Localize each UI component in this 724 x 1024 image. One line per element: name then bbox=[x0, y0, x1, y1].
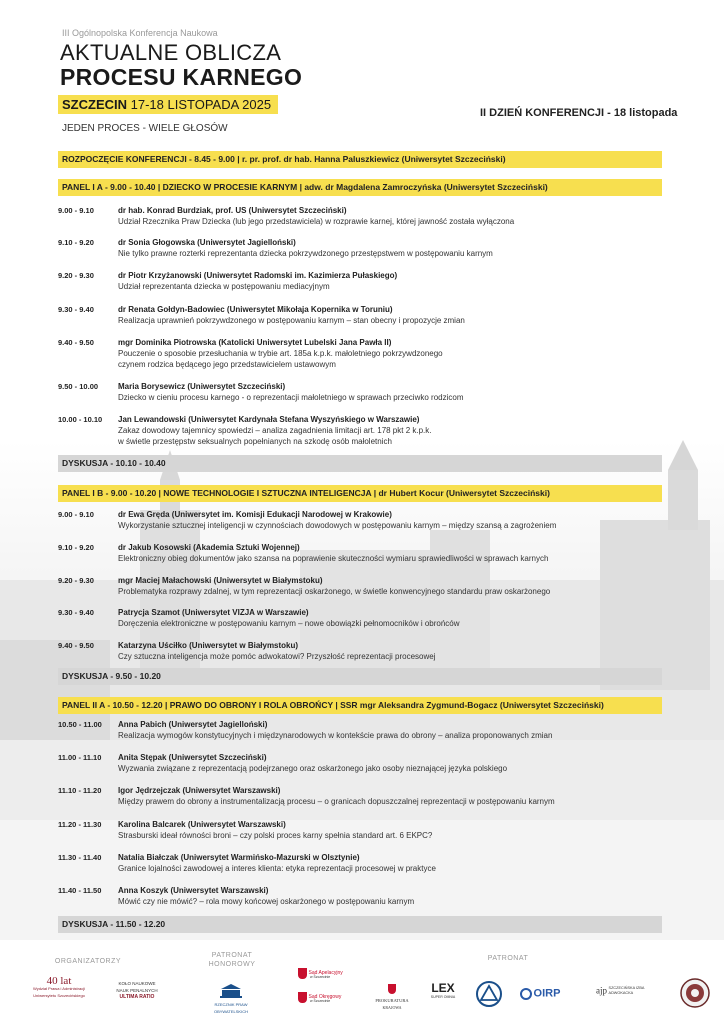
talk-speaker: dr Piotr Krzyżanowski (Uniwersytet Radomski im. Kazimierza Pułaskiego) bbox=[118, 271, 398, 280]
oirp-ring-icon bbox=[520, 988, 532, 1000]
date-badge bbox=[58, 95, 278, 114]
talk-time: 9.40 - 9.50 bbox=[58, 338, 94, 347]
talk-time: 9.40 - 9.50 bbox=[58, 641, 94, 650]
ultima-ratio-logo bbox=[104, 980, 170, 1001]
rpo-line1: RZECZNIK PRAW bbox=[214, 1002, 248, 1007]
talk-speaker: Anita Stępak (Uniwersytet Szczeciński) bbox=[118, 753, 267, 762]
bar-line2: ADWOKACKA bbox=[608, 991, 634, 995]
lex-logo bbox=[426, 982, 460, 1001]
talk-time: 9.20 - 9.30 bbox=[58, 576, 94, 585]
conference-edition: III Ogólnopolska Konferencja Naukowa bbox=[62, 28, 218, 38]
rpo-building-icon bbox=[220, 984, 242, 998]
lex-text: LEX bbox=[431, 981, 455, 995]
talk-topic: Doręczenia elektroniczne w postępowaniu karnym – nowe obowiązki pełnomocników i obrońców bbox=[118, 619, 460, 628]
lex-subtext: SUPER OMNIA bbox=[430, 995, 456, 999]
court-district-city: w Szczecinie bbox=[310, 999, 331, 1003]
court-appeal-logo bbox=[298, 968, 366, 981]
rpo-logo bbox=[200, 984, 262, 1015]
talk-topic: Mówić czy nie mówić? – rola mowy końcowej oskarżonego w postępowaniu karnym bbox=[118, 897, 415, 906]
talk-speaker: Anna Pabich (Uniwersytet Jagielloński) bbox=[118, 720, 268, 729]
oirp-logo bbox=[520, 988, 582, 1000]
seal-logo bbox=[678, 978, 712, 1011]
discussion-1-bar: DYSKUSJA - 10.10 - 10.40 bbox=[58, 455, 662, 472]
talk-speaker: dr Ewa Gręda (Uniwersytet im. Komisji Edukacji Narodowej w Krakowie) bbox=[118, 510, 392, 519]
talk-speaker: Igor Jędrzejczak (Uniwersytet Warszawski) bbox=[118, 786, 281, 795]
talk-speaker: dr Jakub Kosowski (Akademia Sztuki Wojennej) bbox=[118, 543, 300, 552]
talk-topic: Wyzwania związane z reprezentacją podejrzanego oraz oskarżonego jako osoby nieznającej języka polskiego bbox=[118, 764, 508, 773]
talk-time: 9.10 - 9.20 bbox=[58, 238, 94, 247]
date-range: 17-18 LISTOPADA 2025 bbox=[130, 97, 272, 112]
court-appeal-text: Sąd Apelacyjny bbox=[308, 970, 343, 976]
talk-time: 9.30 - 9.40 bbox=[58, 305, 94, 314]
talk-time: 11.10 - 11.20 bbox=[58, 786, 102, 795]
day-label: II DZIEŃ KONFERENCJI - 18 listopada bbox=[480, 107, 678, 119]
talk-topic: Realizacja uprawnień pokrzywdzonego w postępowaniu karnym – stan obecny i propozycje zmian bbox=[118, 316, 465, 325]
talk-topic: Czy sztuczna inteligencja może pomóc adwokatowi? Przyszłość reprezentacji procesowej bbox=[118, 652, 436, 661]
talk-topic: Elektroniczny obieg dokumentów jako szansa na poprawienie skuteczności wymiaru sprawiedliwości w sprawach karnych bbox=[118, 554, 549, 563]
talk-time: 9.00 - 9.10 bbox=[58, 206, 94, 215]
sponsors-footer bbox=[0, 950, 724, 1024]
talk-speaker: mgr Maciej Małachowski (Uniwersytet w Białymstoku) bbox=[118, 576, 323, 585]
talk-time: 9.10 - 9.20 bbox=[58, 543, 94, 552]
bar-monogram-icon: ajp bbox=[596, 985, 607, 996]
talk-time: 11.00 - 11.10 bbox=[58, 753, 102, 762]
talk-speaker: dr hab. Konrad Burdziak, prof. US (Uniwersytet Szczeciński) bbox=[118, 206, 347, 215]
seal-emblem-icon bbox=[680, 978, 710, 1008]
talk-time: 9.20 - 9.30 bbox=[58, 271, 94, 280]
eagle-emblem-icon bbox=[388, 984, 396, 994]
talk-time: 10.00 - 10.10 bbox=[58, 415, 103, 424]
talk-topic: Udział reprezentanta dziecka w postępowaniu mediacyjnym bbox=[118, 282, 330, 291]
conference-title-line1: AKTUALNE OBLICZA bbox=[60, 40, 282, 65]
bar-association-logo bbox=[596, 986, 660, 996]
panel-1a-header: PANEL I A - 9.00 - 10.40 | DZIECKO W PROCESIE KARNYM | adw. dr Magdalena Zamroczyńska (Uniwersytet Szczeciński) bbox=[58, 179, 662, 196]
honorary-label-2: HONOROWY bbox=[208, 961, 256, 968]
organizers-label: ORGANIZATORZY bbox=[54, 958, 122, 965]
talk-speaker: mgr Dominika Piotrowska (Katolicki Uniwersytet Lubelski Jana Pawła II) bbox=[118, 338, 392, 347]
talk-topic: Wykorzystanie sztucznej inteligencji w czynnościach dowodowych w postępowaniu karnym – między szansą a zagrożeniem bbox=[118, 521, 557, 530]
eagle-emblem-icon bbox=[298, 992, 307, 1003]
prokuratura-line2: KRAJOWA bbox=[382, 1005, 402, 1010]
talk-topic: Problematyka rozprawy zdalnej, w tym reprezentacji oskarżonego, w świetle konwencyjnego standardu praw oskarżonego bbox=[118, 587, 551, 596]
talk-topic: Granice lojalności zawodowej a interes klienta: etyka reprezentacji procesowej w praktyce bbox=[118, 864, 436, 873]
talk-topic: Zakaz dowodowy tajemnicy spowiedzi – analiza zagadnienia limitacji art. 178 pkt 2 k.p.k. bbox=[118, 426, 432, 435]
discussion-2-bar: DYSKUSJA - 9.50 - 10.20 bbox=[58, 668, 662, 685]
talk-speaker: Karolina Balcarek (Uniwersytet Warszawski) bbox=[118, 820, 286, 829]
talk-speaker: Patrycja Szamot (Uniwersytet VIZJA w Warszawie) bbox=[118, 608, 309, 617]
honorary-label-1: PATRONAT bbox=[211, 952, 253, 959]
rpo-line2: OBYWATELSKICH bbox=[213, 1009, 248, 1014]
triangle-circle-logo bbox=[474, 980, 504, 1011]
conference-motto: JEDEN PROCES - WIELE GŁOSÓW bbox=[62, 123, 228, 134]
talk-time: 11.20 - 11.30 bbox=[58, 820, 102, 829]
bar-line1: SZCZECIŃSKA IZBA bbox=[608, 986, 645, 990]
talk-topic: Między prawem do obrony a instrumentalizacją procesu – o granicach dopuszczalnej reprezentacji w postępowaniu karnym bbox=[118, 797, 555, 806]
talk-topic-line2: w świetle przestępstw seksualnych popełnianych na szkodę osób małoletnich bbox=[118, 437, 392, 446]
court-appeal-city: w Szczecinie bbox=[310, 975, 331, 979]
prokuratura-line1: PROKURATURA bbox=[375, 998, 409, 1003]
us-40-years-logo bbox=[24, 975, 94, 999]
patronage-label: PATRONAT bbox=[487, 955, 529, 962]
court-district-text: Sąd Okręgowy bbox=[308, 994, 342, 1000]
logo-40-lat-text: 40 lat bbox=[46, 975, 72, 987]
discussion-3-bar: DYSKUSJA - 11.50 - 12.20 bbox=[58, 916, 662, 933]
city-label: SZCZECIN bbox=[62, 97, 127, 112]
prokuratura-logo bbox=[366, 984, 418, 1011]
ultima-ratio-line3: ULTIMA RATIO bbox=[119, 994, 155, 1000]
talk-topic-line2: czynem rodzica będącego jego przedstawicielem ustawowym bbox=[118, 360, 336, 369]
talk-time: 10.50 - 11.00 bbox=[58, 720, 102, 729]
court-district-logo bbox=[298, 992, 366, 1005]
talk-speaker: dr Renata Gołdyn-Badowiec (Uniwersytet Mikołaja Kopernika w Toruniu) bbox=[118, 305, 393, 314]
conference-title-line2: PROCESU KARNEGO bbox=[60, 64, 303, 90]
talk-time: 9.50 - 10.00 bbox=[58, 382, 99, 391]
talk-speaker: Jan Lewandowski (Uniwersytet Kardynała Stefana Wyszyńskiego w Warszawie) bbox=[118, 415, 420, 424]
talk-time: 9.30 - 9.40 bbox=[58, 608, 94, 617]
talk-time: 11.30 - 11.40 bbox=[58, 853, 102, 862]
talk-time: 9.00 - 9.10 bbox=[58, 510, 94, 519]
talk-topic: Dziecko w cieniu procesu karnego - o reprezentacji małoletniego w sprawach przeciwko rodzicom bbox=[118, 393, 464, 402]
talk-speaker: Anna Koszyk (Uniwersytet Warszawski) bbox=[118, 886, 269, 895]
talk-speaker: dr Sonia Głogowska (Uniwersytet Jagielloński) bbox=[118, 238, 296, 247]
talk-speaker: Maria Borysewicz (Uniwersytet Szczeciński) bbox=[118, 382, 286, 391]
talk-topic: Udział Rzecznika Praw Dziecka (lub jego przedstawiciela) w rozprawie karnej, której jawność została wyłączona bbox=[118, 217, 515, 226]
opening-bar: ROZPOCZĘCIE KONFERENCJI - 8.45 - 9.00 | r. pr. prof. dr hab. Hanna Paluszkiewicz (Uniwersytet Szczeciński) bbox=[58, 151, 662, 168]
talk-topic: Realizacja wymogów konstytucyjnych i międzynarodowych w kontekście prawa do obrony – analiza proponowanych zmian bbox=[118, 731, 553, 740]
talk-topic: Pouczenie o sposobie przesłuchania w trybie art. 185a k.p.k. małoletniego pokrzywdzonego bbox=[118, 349, 443, 358]
triangle-circle-emblem-icon bbox=[475, 980, 503, 1008]
talk-time: 11.40 - 11.50 bbox=[58, 886, 102, 895]
panel-1b-header: PANEL I B - 9.00 - 10.20 | NOWE TECHNOLOGIE I SZTUCZNA INTELIGENCJA | dr Hubert Kocur (Uniwersytet Szczeciński) bbox=[58, 485, 662, 502]
talk-speaker: Natalia Białczak (Uniwersytet Warmińsko-Mazurski w Olsztynie) bbox=[118, 853, 360, 862]
talk-topic: Strasburski ideał równości broni – czy polski proces karny spełnia standard art. 6 EKPC? bbox=[118, 831, 433, 840]
ultima-ratio-line2: NAUK PENALNYCH bbox=[116, 988, 158, 993]
eagle-emblem-icon bbox=[298, 968, 307, 979]
talk-topic: Nie tylko prawne rozterki reprezentanta dziecka pokrzywdzonego przestępstwem w postępowaniu karnym bbox=[118, 249, 493, 258]
panel-2a-header: PANEL II A - 10.50 - 12.20 | PRAWO DO OBRONY I ROLA OBROŃCY | SSR mgr Aleksandra Zygmund-Bogacz (Uniwersytet Szczeciński) bbox=[58, 697, 662, 714]
talk-speaker: Katarzyna Uściłko (Uniwersytet w Białymstoku) bbox=[118, 641, 299, 650]
ultima-ratio-line1: KOŁO NAUKOWE bbox=[118, 981, 156, 986]
oirp-text: OIRP bbox=[533, 987, 561, 1000]
logo-40-lat-subtext: Wydział Prawa i Administracji Uniwersytetu Szczecińskiego bbox=[33, 986, 85, 998]
